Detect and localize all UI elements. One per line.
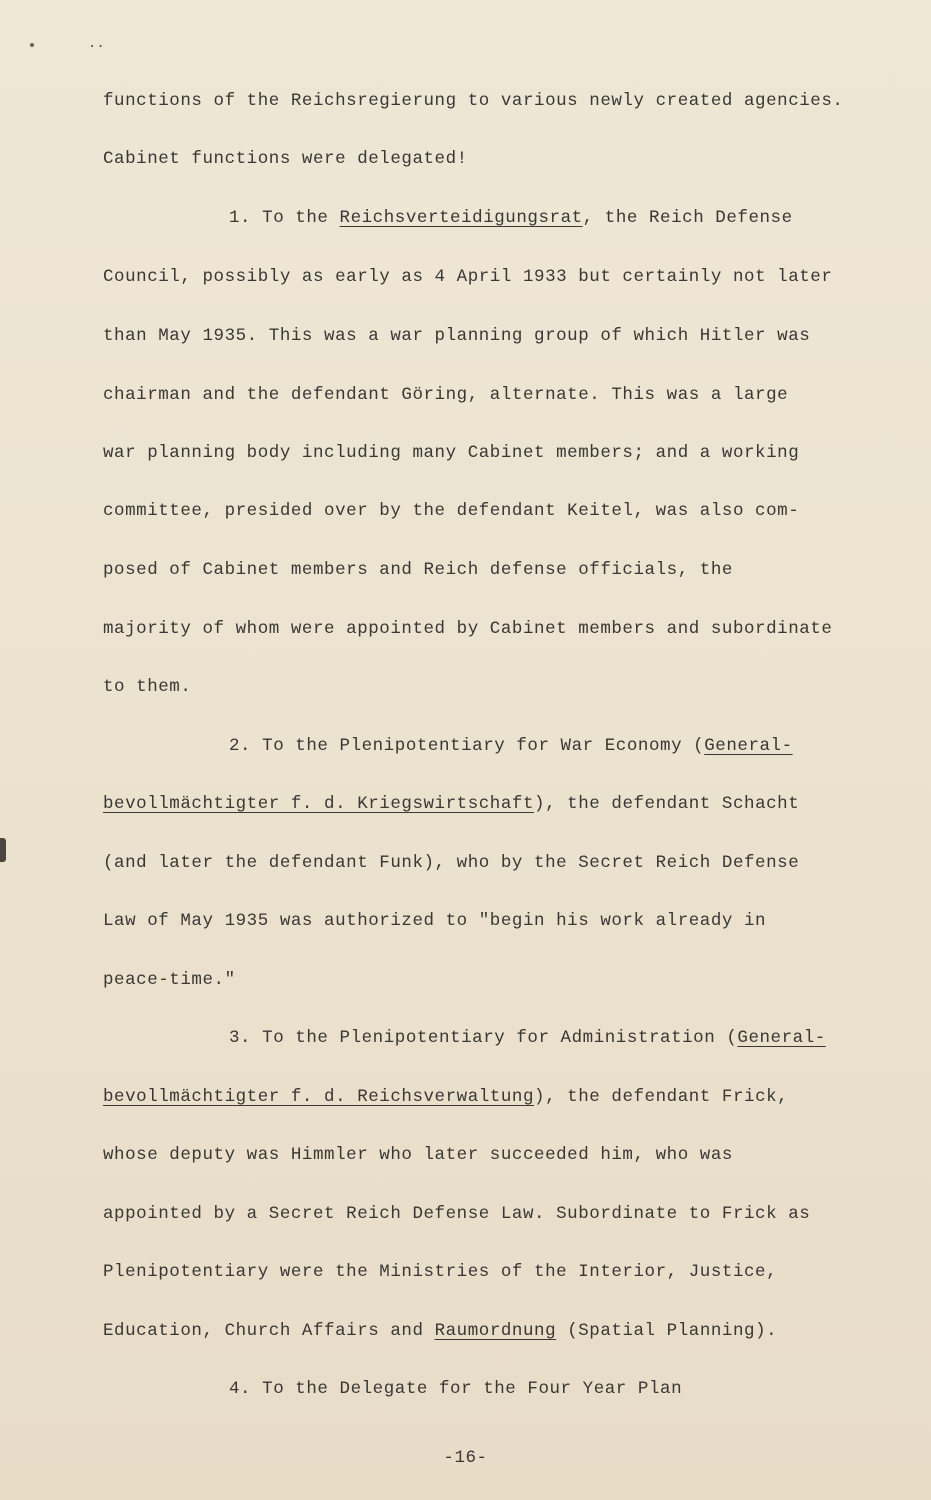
text-line: peace-time."	[103, 970, 236, 990]
text-line: than May 1935. This was a war planning group of which Hitler was	[103, 326, 811, 346]
header-mark: ..	[88, 36, 105, 52]
underlined-term: bevollmächtigter f. d. Kriegswirtschaft	[103, 794, 535, 814]
text-line: whose deputy was Himmler who later succeeded him, who was	[103, 1145, 733, 1165]
text-line: (and later the defendant Funk), who by the Secret Reich Defense	[103, 853, 800, 873]
text-line: chairman and the defendant Göring, alternate. This was a large	[103, 385, 789, 405]
text-line: posed of Cabinet members and Reich defense officials, the	[103, 560, 733, 580]
text-line: Education, Church Affairs and Raumordnung (Spatial Planning).	[103, 1321, 778, 1341]
page-number: -16-	[443, 1448, 488, 1468]
text-line: Plenipotentiary were the Ministries of the Interior, Justice,	[103, 1262, 778, 1282]
stray-mark	[30, 43, 34, 47]
text-line: bevollmächtigter f. d. Kriegswirtschaft), the defendant Schacht	[103, 794, 800, 814]
underlined-term: bevollmächtigter f. d. Reichsverwaltung	[103, 1087, 535, 1107]
text-line: bevollmächtigter f. d. Reichsverwaltung), the defendant Frick,	[103, 1087, 789, 1107]
underlined-term: Reichsverteidigungsrat	[339, 208, 583, 228]
text-line: committee, presided over by the defendant Keitel, was also com-	[103, 501, 800, 521]
text-line: 3. To the Plenipotentiary for Administration (General-	[229, 1028, 826, 1048]
text-line: war planning body including many Cabinet members; and a working	[103, 443, 800, 463]
underlined-term: Raumordnung	[434, 1321, 557, 1341]
underlined-term: General-	[704, 736, 793, 756]
page-edge-tear	[0, 838, 6, 862]
text-line: appointed by a Secret Reich Defense Law. Subordinate to Frick as	[103, 1204, 811, 1224]
text-line: Council, possibly as early as 4 April 1933 but certainly not later	[103, 267, 833, 287]
text-line: Cabinet functions were delegated!	[103, 149, 468, 169]
text-line: to them.	[103, 677, 192, 697]
text-line: 1. To the Reichsverteidigungsrat, the Reich Defense	[229, 208, 793, 228]
text-line: 4. To the Delegate for the Four Year Plan	[229, 1379, 683, 1399]
text-line: functions of the Reichsregierung to various newly created agencies.	[103, 91, 844, 111]
text-line: Law of May 1935 was authorized to "begin his work already in	[103, 911, 767, 931]
text-line: majority of whom were appointed by Cabinet members and subordinate	[103, 619, 833, 639]
underlined-term: General-	[737, 1028, 826, 1048]
text-line: 2. To the Plenipotentiary for War Economy (General-	[229, 736, 793, 756]
